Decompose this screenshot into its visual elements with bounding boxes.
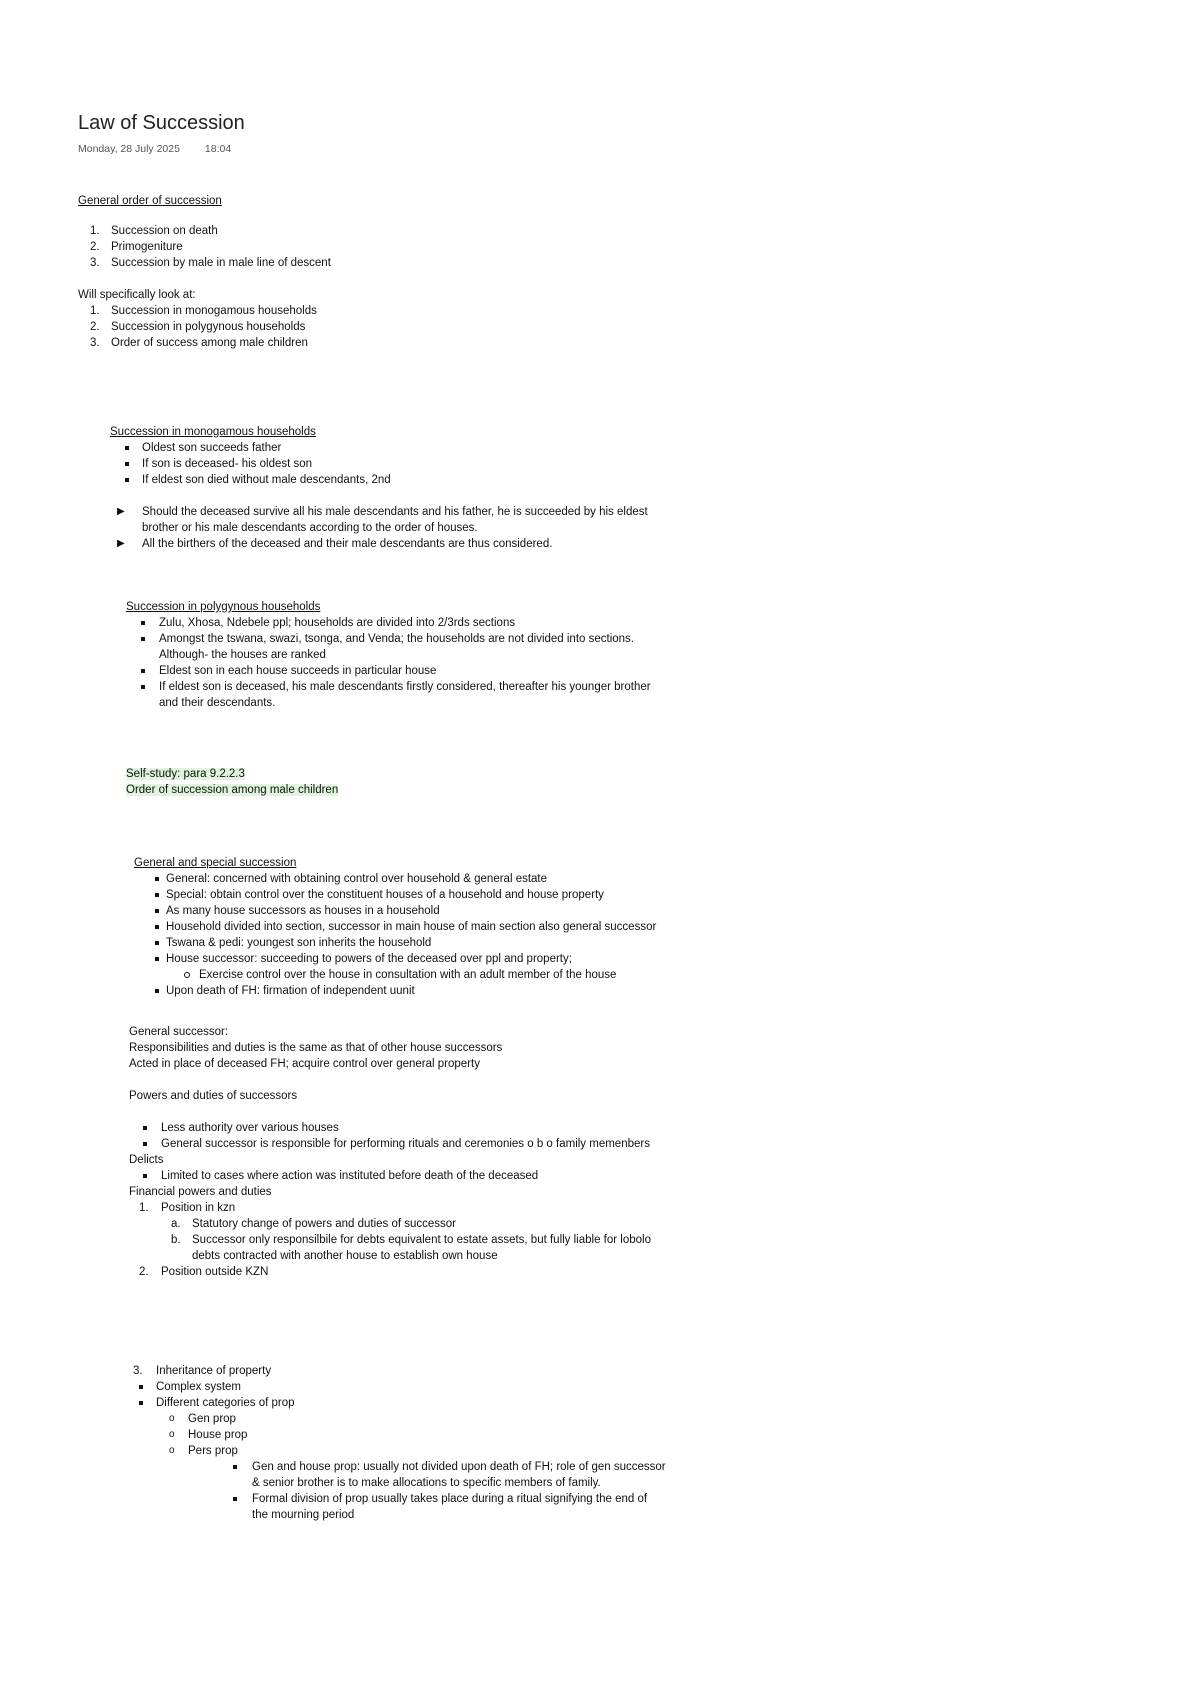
general-successor-line: Acted in place of deceased FH; acquire control over general property <box>129 1058 480 1070</box>
general-successor-line: Responsibilities and duties is the same as that of other house successors <box>129 1042 503 1054</box>
list-item <box>134 903 656 919</box>
sub-sub-list-item <box>129 1491 666 1507</box>
list-item-text: Oldest son succeeds father <box>142 442 282 454</box>
list-item-text: Successor only responsilbile for debts equivalent to estate assets, but fully liable for lobolo <box>192 1234 651 1246</box>
list-item-continuation <box>110 520 648 536</box>
page-date: Monday, 28 July 2025 <box>78 143 180 155</box>
list-item <box>126 663 651 679</box>
general-order-list <box>78 223 331 271</box>
list-item <box>134 935 656 951</box>
list-item-text: Succession in polygynous households <box>111 321 306 333</box>
list-item-text: Should the deceased survive all his male descendants and his father, he is succeeded by his eldest <box>142 506 648 518</box>
list-letter: b. <box>171 1234 181 1246</box>
bullet-icon <box>143 1174 147 1178</box>
list-item-text: Upon death of FH: firmation of independent uunit <box>166 985 415 997</box>
general-special-heading: General and special succession <box>134 857 297 869</box>
hollow-bullet-icon: o <box>169 1413 175 1424</box>
general-successor-section <box>129 1024 502 1072</box>
list-item-text: Although- the houses are ranked <box>159 649 326 661</box>
bullet-icon <box>143 1126 147 1130</box>
bullet-icon <box>233 1497 237 1501</box>
list-item-text: the mourning period <box>252 1509 355 1521</box>
list-number: 2. <box>139 1266 149 1278</box>
list-item <box>78 223 331 239</box>
polygynous-heading: Succession in polygynous households <box>126 601 321 613</box>
list-item-text: General successor is responsible for performing rituals and ceremonies o b o family memenbers <box>161 1138 650 1150</box>
delicts-label: Delicts <box>129 1154 164 1166</box>
list-item-text: All the birthers of the deceased and their male descendants are thus considered. <box>142 538 553 550</box>
list-item-text: Formal division of prop usually takes place during a ritual signifying the end of <box>252 1493 648 1505</box>
inheritance-section <box>129 1363 666 1523</box>
list-item-text: brother or his male descendants according to the order of houses. <box>142 522 478 534</box>
list-item <box>134 951 656 967</box>
hollow-bullet-icon <box>184 972 190 978</box>
list-item-text: If eldest son died without male descendants, 2nd <box>142 474 391 486</box>
bullet-icon <box>155 957 159 961</box>
list-item-text: and their descendants. <box>159 697 276 709</box>
list-item <box>126 631 651 647</box>
list-item-text: Tswana & pedi: youngest son inherits the household <box>166 937 432 949</box>
list-item <box>134 887 656 903</box>
polygynous-section <box>126 599 651 711</box>
general-order-heading: General order of succession <box>78 195 222 207</box>
arrow-bullet-icon: ▶ <box>117 506 125 517</box>
polygynous-bullets <box>126 615 651 711</box>
bullet-icon <box>141 669 145 673</box>
list-item <box>78 255 331 271</box>
sub-list-item <box>129 1411 666 1427</box>
sub-list-item <box>134 967 656 983</box>
list-item <box>129 1395 666 1411</box>
list-item <box>78 335 331 351</box>
list-item-text: Pers prop <box>188 1445 238 1457</box>
list-item-text: Gen and house prop: usually not divided upon death of FH; role of gen successor <box>252 1461 666 1473</box>
list-item-continuation <box>126 695 651 711</box>
list-item <box>129 1200 651 1216</box>
list-item <box>134 983 656 999</box>
list-item-text: As many house successors as houses in a household <box>166 905 440 917</box>
self-study-note <box>126 766 338 798</box>
inheritance-bullets <box>129 1379 666 1523</box>
list-number: 1. <box>139 1202 149 1214</box>
list-item <box>134 871 656 887</box>
list-item <box>129 1379 666 1395</box>
list-item <box>126 679 651 695</box>
sub-list-item <box>129 1232 651 1248</box>
list-item <box>110 472 648 488</box>
list-item-text: Zulu, Xhosa, Ndebele ppl; households are divided into 2/3rds sections <box>159 617 516 629</box>
bullet-icon <box>125 446 129 450</box>
page-title: Law of Succession <box>78 112 245 134</box>
list-item <box>110 536 648 552</box>
list-item-text: Amongst the tswana, swazi, tsonga, and Venda; the households are not divided into sections. <box>159 633 634 645</box>
page-time: 18:04 <box>204 143 232 155</box>
financial-list <box>129 1200 651 1280</box>
list-item <box>129 1264 651 1280</box>
list-item-text: Household divided into section, successor in main house of main section also general successor <box>166 921 657 933</box>
arrow-bullet-icon: ▶ <box>117 538 125 549</box>
monogamous-bullets <box>110 440 648 488</box>
list-item <box>78 319 331 335</box>
list-item <box>110 440 648 456</box>
bullet-icon <box>139 1385 143 1389</box>
list-item-continuation <box>126 647 651 663</box>
page-timestamp <box>78 141 253 157</box>
list-item-text: & senior brother is to make allocations to specific members of family. <box>252 1477 601 1489</box>
bullet-icon <box>155 893 159 897</box>
list-letter: a. <box>171 1218 181 1230</box>
list-item-text: Position in kzn <box>161 1202 236 1214</box>
bullet-icon <box>155 877 159 881</box>
hollow-bullet-icon: o <box>169 1429 175 1440</box>
list-item-text: House successor: succeeding to powers of the deceased over ppl and property; <box>166 953 572 965</box>
list-item-text: If eldest son is deceased, his male descendants firstly considered, thereafter his younger brother <box>159 681 651 693</box>
sub-sub-list-item <box>129 1459 666 1475</box>
bullet-icon <box>125 478 129 482</box>
list-item-text: Different categories of prop <box>156 1397 295 1409</box>
powers-section <box>129 1088 651 1280</box>
bullet-icon <box>233 1465 237 1469</box>
bullet-icon <box>141 685 145 689</box>
list-item <box>110 456 648 472</box>
sub-list-item <box>129 1443 666 1459</box>
self-study-topic: Order of succession among male children <box>126 784 339 796</box>
list-item-text: Order of success among male children <box>111 337 308 349</box>
list-number: 1. <box>90 305 100 317</box>
list-number: 1. <box>90 225 100 237</box>
general-successor-heading: General successor: <box>129 1026 229 1038</box>
bullet-icon <box>141 621 145 625</box>
list-item-text: Succession by male in male line of descent <box>111 257 331 269</box>
inheritance-heading-row <box>129 1363 666 1379</box>
list-item-continuation <box>129 1248 651 1264</box>
list-item <box>78 303 331 319</box>
list-item <box>134 919 656 935</box>
list-item-continuation <box>129 1475 666 1491</box>
bullet-icon <box>155 989 159 993</box>
list-item <box>129 1136 651 1152</box>
list-item <box>78 239 331 255</box>
list-item-text: Succession in monogamous households <box>111 305 317 317</box>
bullet-icon <box>155 925 159 929</box>
general-order-section <box>78 193 331 351</box>
list-item-text: Less authority over various houses <box>161 1122 339 1134</box>
list-item-text: If son is deceased- his oldest son <box>142 458 313 470</box>
list-item <box>126 615 651 631</box>
list-number: 2. <box>90 241 100 253</box>
list-item-continuation <box>129 1507 666 1523</box>
list-item-text: Limited to cases where action was instituted before death of the deceased <box>161 1170 539 1182</box>
bullet-icon <box>125 462 129 466</box>
powers-heading: Powers and duties of successors <box>129 1090 298 1102</box>
general-special-section <box>134 855 656 999</box>
bullet-icon <box>155 941 159 945</box>
list-item-text: Special: obtain control over the constituent houses of a household and house property <box>166 889 604 901</box>
list-item <box>129 1120 651 1136</box>
list-item-text: Eldest son in each house succeeds in particular house <box>159 665 437 677</box>
list-number: 3. <box>90 337 100 349</box>
bullet-icon <box>139 1401 143 1405</box>
list-item-text: Gen prop <box>188 1413 236 1425</box>
list-item-text: Statutory change of powers and duties of successor <box>192 1218 457 1230</box>
inheritance-heading: Inheritance of property <box>156 1365 272 1377</box>
monogamous-section <box>110 424 648 552</box>
bullet-icon <box>143 1142 147 1146</box>
list-item-text: debts contracted with another house to establish own house <box>192 1250 498 1262</box>
self-study-reference: Self-study: para 9.2.2.3 <box>126 768 245 780</box>
monogamous-arrow-list <box>110 504 648 552</box>
sub-list-item <box>129 1216 651 1232</box>
financial-label: Financial powers and duties <box>129 1186 272 1198</box>
powers-bullets <box>129 1120 651 1152</box>
monogamous-heading: Succession in monogamous households <box>110 426 316 438</box>
sub-list-item <box>129 1427 666 1443</box>
list-item-text: Complex system <box>156 1381 241 1393</box>
list-number: 3. <box>133 1365 143 1377</box>
list-number: 2. <box>90 321 100 333</box>
list-item-text: Primogeniture <box>111 241 183 253</box>
bullet-icon <box>141 637 145 641</box>
list-item-text: Position outside KZN <box>161 1266 269 1278</box>
general-special-bullets <box>134 871 656 999</box>
look-at-list <box>78 303 331 351</box>
list-item-text: Exercise control over the house in consultation with an adult member of the house <box>199 969 617 981</box>
delicts-bullets <box>129 1168 651 1184</box>
list-number: 3. <box>90 257 100 269</box>
list-item-text: General: concerned with obtaining control over household & general estate <box>166 873 548 885</box>
look-at-intro: Will specifically look at: <box>78 289 196 301</box>
bullet-icon <box>155 909 159 913</box>
list-item <box>129 1168 651 1184</box>
list-item-text: House prop <box>188 1429 248 1441</box>
list-item <box>110 504 648 520</box>
hollow-bullet-icon: o <box>169 1445 175 1456</box>
list-item-text: Succession on death <box>111 225 218 237</box>
